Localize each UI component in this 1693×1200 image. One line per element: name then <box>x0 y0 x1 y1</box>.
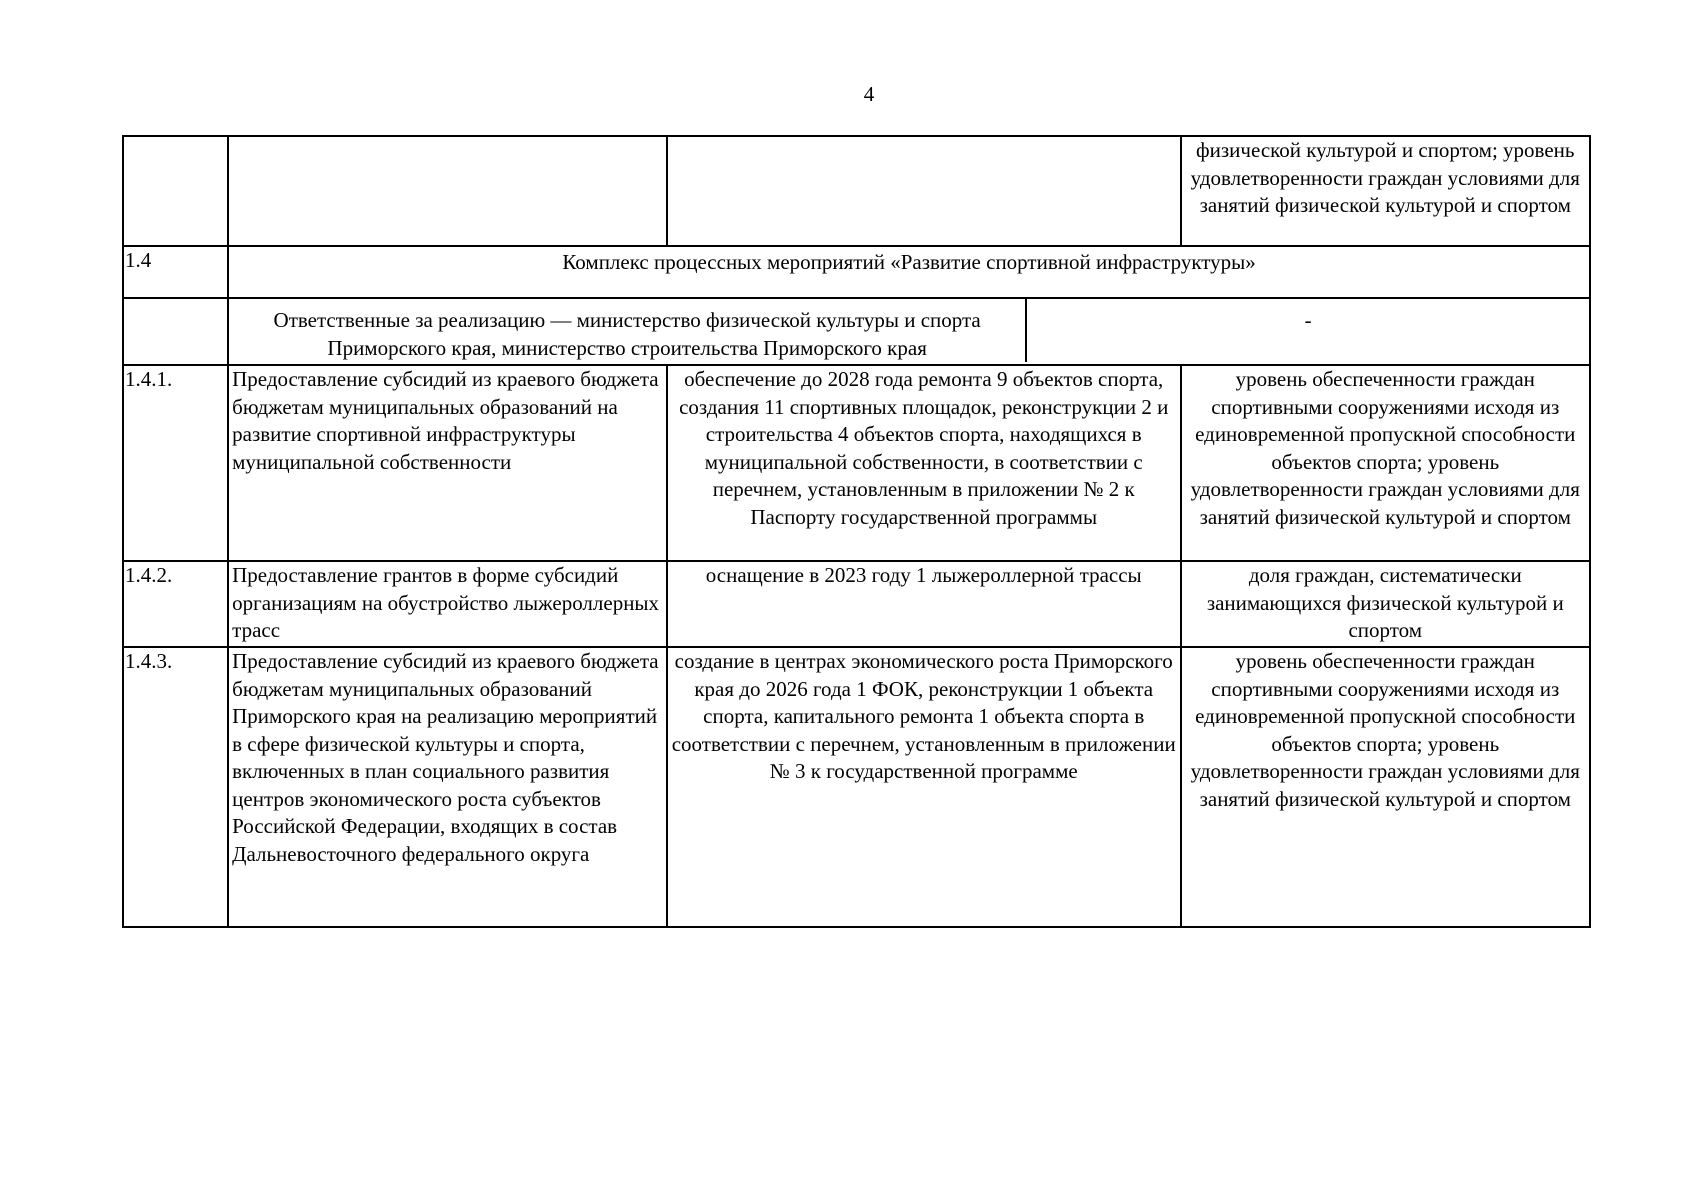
responsible-value: - <box>1304 308 1312 332</box>
row-result: создание в центрах экономического роста Приморского края до 2026 года 1 ФОК, реконструкции 1 объекта спорта, капитального ремонта 1 объекта спорта в соответствии с перечнем, установленным в приложении № 3 к государственной программе <box>667 647 1181 927</box>
page-number: 4 <box>863 82 875 106</box>
continuation-name-cell <box>228 136 667 246</box>
table-row <box>123 647 1590 927</box>
measures-table <box>122 135 1591 928</box>
row-indicator: доля граждан, систематически занимающихся физической культурой и спортом <box>1181 561 1590 647</box>
row-number: 1.4.3. <box>123 647 228 927</box>
row-number: 1.4.2. <box>123 561 228 647</box>
responsible-number-cell <box>123 298 228 365</box>
table-row <box>123 365 1590 561</box>
section-row <box>123 246 1590 298</box>
continuation-row <box>123 136 1590 246</box>
table-row <box>123 561 1590 647</box>
responsible-cell <box>228 298 1590 365</box>
continuation-indicator-cell: физической культурой и спортом; уровень удовлетворенности граждан условиями для занятий физической культурой и спортом <box>1181 136 1590 246</box>
row-indicator: уровень обеспеченности граждан спортивными сооружениями исходя из единовременной пропускной способности объектов спорта; уровень удовлетворенности граждан условиями для занятий физической культурой и спортом <box>1181 365 1590 561</box>
row-result: оснащение в 2023 году 1 лыжероллерной трассы <box>667 561 1181 647</box>
responsible-row <box>123 298 1590 365</box>
row-number: 1.4.1. <box>123 365 228 561</box>
row-result: обеспечение до 2028 года ремонта 9 объектов спорта, создания 11 спортивных площадок, реконструкции 2 и строительства 4 объектов спорта, находящихся в муниципальной собственности, в соответствии с перечнем, установленным в приложении № 2 к Паспорту государственной программы <box>667 365 1181 561</box>
responsible-text: Ответственные за реализацию — министерство физической культуры и спорта Приморского края, министерство строительства Приморского края <box>229 299 1027 362</box>
row-name: Предоставление субсидий из краевого бюджета бюджетам муниципальных образований на развитие спортивной инфраструктуры муниципальной собственности <box>228 365 667 561</box>
row-indicator: уровень обеспеченности граждан спортивными сооружениями исходя из единовременной пропускной способности объектов спорта; уровень удовлетворенности граждан условиями для занятий физической культурой и спортом <box>1181 647 1590 927</box>
row-name: Предоставление грантов в форме субсидий организациям на обустройство лыжероллерных трасс <box>228 561 667 647</box>
continuation-result-cell <box>667 136 1181 246</box>
row-name: Предоставление субсидий из краевого бюджета бюджетам муниципальных образований Приморского края на реализацию мероприятий в сфере физической культуры и спорта, включенных в план социального развития центров экономического роста субъектов Российской Федерации, входящих в состав Дальневосточного федерального округа <box>228 647 667 927</box>
section-title: Комплекс процессных мероприятий «Развитие спортивной инфраструктуры» <box>228 246 1590 298</box>
section-number: 1.4 <box>123 246 228 298</box>
continuation-number-cell <box>123 136 228 246</box>
